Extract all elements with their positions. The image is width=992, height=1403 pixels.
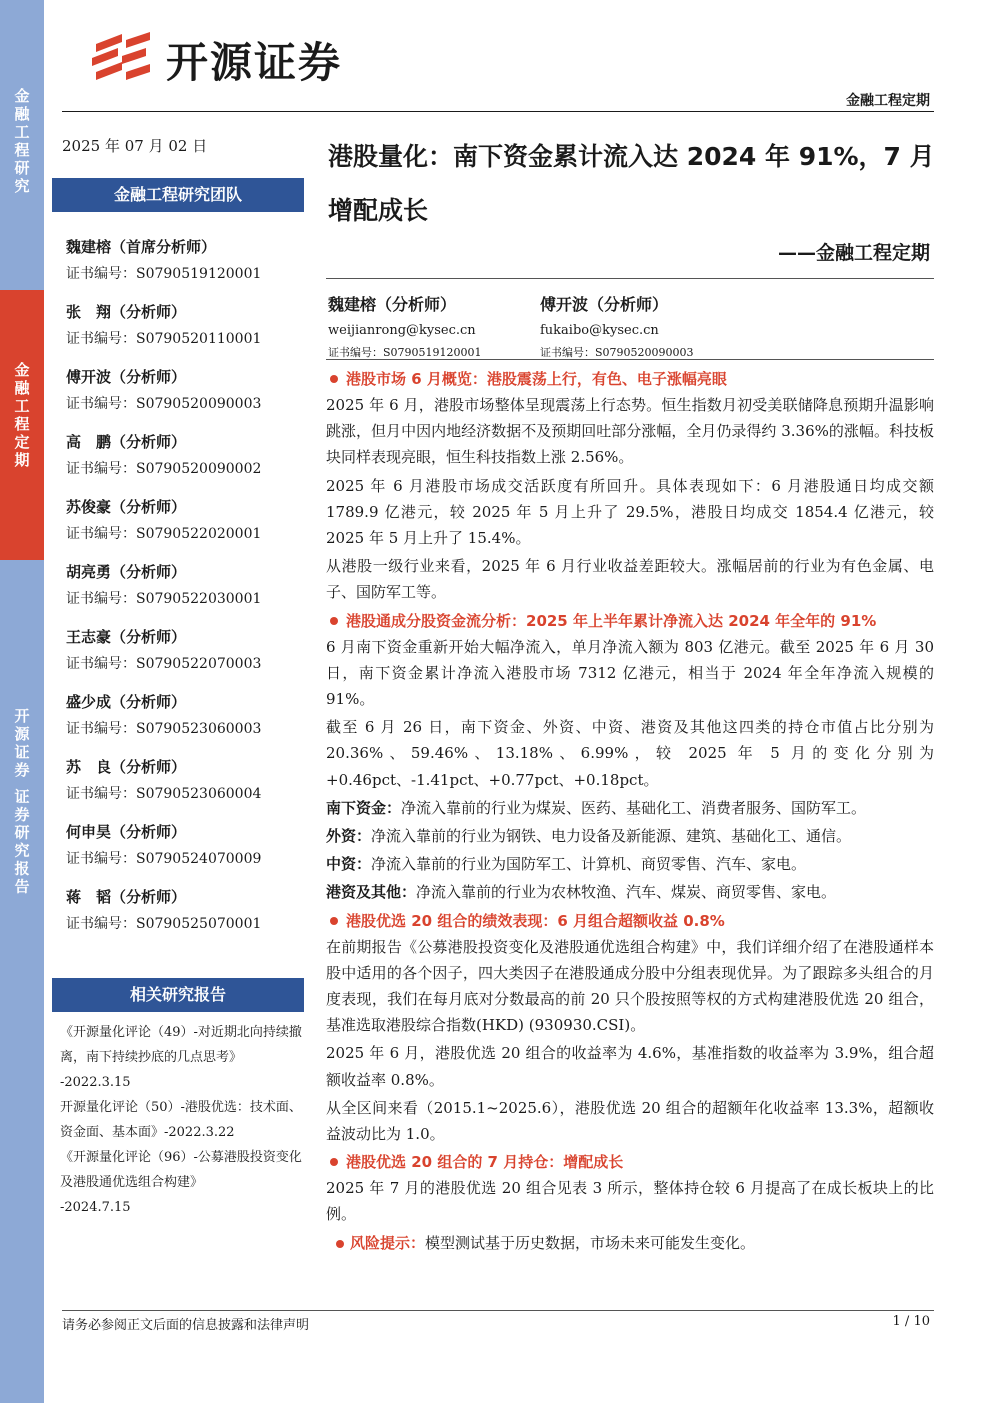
analyst-item: 苏俊豪（分析师） 证书编号：S0790522020001	[66, 498, 262, 542]
related-report-link[interactable]: 开源量化评论（50）-港股优选：技术面、资金面、基本面》-2022.3.22	[60, 1100, 302, 1140]
analyst-item: 苏 良（分析师） 证书编号：S0790523060004	[66, 758, 262, 802]
analyst-item: 张 翔（分析师） 证书编号：S0790520110001	[66, 303, 262, 347]
flow-line: 港资及其他：净流入靠前的行业为农林牧渔、汽车、煤炭、商贸零售、家电。	[326, 883, 837, 902]
paragraph: 从全区间来看（2015.1~2025.6），港股优选 20 组合的超额年化收益率 13.3%，超额收益波动比为 1.0。	[326, 1098, 934, 1144]
logo-text: 开源证券	[166, 38, 343, 87]
side-strip	[0, 0, 44, 1403]
author-email[interactable]: weijianrong@kysec.cn	[328, 323, 476, 338]
section-heading: 港股市场 6 月概览：港股震荡上行，有色、电子涨幅亮眼	[326, 366, 934, 392]
report-date: 2025 年 07 月 02 日	[62, 137, 208, 155]
paragraph: 从港股一级行业来看，2025 年 6 月行业收益差距较大。涨幅居前的行业为有色金属、电子、国防军工等。	[326, 557, 934, 602]
paragraph: 在前期报告《公募港股投资变化及港股通优选组合构建》中，我们详细介绍了在港股通样本股中适用的各个因子，四大类因子在港股通成分股中分组表现优异。为了跟踪多头组合的月度表现，我们在每月底对分数最高的前 20 只个股按照等权的方式构建港股优选 20 组合，基准选取港股综合指数(HKD) (930930.CSI)。	[326, 937, 934, 1035]
risk-note: 风险提示：模型测试基于历史数据，市场未来可能发生变化。	[326, 1230, 934, 1256]
bullet-icon	[330, 917, 338, 925]
analyst-item: 王志豪（分析师） 证书编号：S0790522070003	[66, 628, 262, 672]
paragraph: 2025 年 6 月港股市场成交活跃度有所回升。具体表现如下：6 月港股通日均成交额 1789.9 亿港元，较 2025 年 5 月上升了 29.5%，港股日均成交 1854.4 亿港元，较 2025 年 5 月上升了 15.4%。	[326, 476, 934, 548]
bullet-icon	[330, 375, 338, 383]
page-number: 1 / 10	[892, 1314, 930, 1329]
paragraph: 6 月南下资金重新开始大幅净流入，单月净流入额为 803 亿港元。截至 2025 年 6 月 30 日，南下资金累计净流入港股市场 7312 亿港元，相当于 2024 年全年净流入规模的 91%。	[326, 637, 934, 709]
author-block: 傅开波（分析师） fukaibo@kysec.cn 证书编号：S0790520090003	[540, 295, 694, 359]
section-heading: 港股优选 20 组合的绩效表现：6 月组合超额收益 0.8%	[326, 908, 934, 934]
analyst-item: 何申昊（分析师） 证书编号：S0790524070009	[66, 823, 262, 867]
flow-line: 外资：净流入靠前的行业为钢铁、电力设备及新能源、建筑、基础化工、通信。	[326, 827, 852, 846]
report-body	[326, 366, 934, 1258]
author-email[interactable]: fukaibo@kysec.cn	[540, 323, 659, 338]
flow-line: 南下资金：净流入靠前的行业为煤炭、医药、基础化工、消费者服务、国防军工。	[326, 798, 867, 817]
paragraph: 截至 6 月 26 日，南下资金、外资、中资、港资及其他这四类的持仓市值占比分别为 20.36%、59.46%、13.18%、6.99%，较 2025 年 5 月的变化分别为+0.46pct、-1.41pct、+0.77pct、+0.18pct。	[326, 718, 934, 789]
author-block: 魏建榕（分析师） weijianrong@kysec.cn 证书编号：S0790519120001	[328, 295, 482, 359]
author-divider	[326, 359, 934, 360]
paragraph: 2025 年 7 月的港股优选 20 组合见表 3 所示，整体持仓较 6 月提高了在成长板块上的比例。	[326, 1179, 934, 1224]
title-divider	[326, 278, 934, 279]
report-subtitle: ——金融工程定期	[777, 242, 930, 264]
bullet-icon	[330, 1158, 338, 1166]
related-report-link[interactable]: 《开源量化评论（96）-公募港股投资变化及港股通优选组合构建》	[60, 1150, 302, 1190]
team-heading: 金融工程研究团队	[52, 178, 304, 212]
bullet-icon	[336, 1240, 344, 1248]
report-title: 港股量化：南下资金累计流入达 2024 年 91%，7 月增配成长	[328, 142, 935, 225]
footer-divider	[62, 1310, 934, 1311]
related-report-date: -2022.3.15	[60, 1075, 131, 1090]
bullet-icon	[330, 617, 338, 625]
related-report-link[interactable]: 《开源量化评论（49）-对近期北向持续撤离，南下持续抄底的几点思考》	[60, 1025, 302, 1065]
related-reports-list	[60, 1020, 308, 1220]
side-label-periodic: 金融工程定期	[0, 290, 44, 560]
side-label-company: 开源证券 证券研究报告	[0, 560, 44, 1403]
analyst-item: 魏建榕（首席分析师） 证书编号：S0790519120001	[66, 238, 262, 282]
side-label-research: 金融工程研究	[0, 0, 44, 290]
analyst-item: 胡亮勇（分析师） 证书编号：S0790522030001	[66, 563, 262, 607]
related-reports-heading: 相关研究报告	[52, 978, 304, 1012]
section-heading: 港股优选 20 组合的 7 月持仓：增配成长	[326, 1149, 934, 1175]
section-heading: 港股通成分股资金流分析：2025 年上半年累计净流入达 2024 年全年的 91%	[326, 608, 934, 634]
analyst-item: 盛少成（分析师） 证书编号：S0790523060003	[66, 693, 262, 737]
footer-disclaimer: 请务必参阅正文后面的信息披露和法律声明	[62, 1318, 310, 1333]
company-logo	[88, 30, 342, 90]
analyst-item: 蒋 韬（分析师） 证书编号：S0790525070001	[66, 888, 262, 932]
paragraph: 2025 年 6 月，港股市场整体呈现震荡上行态势。恒生指数月初受美联储降息预期升温影响跳涨，但月中因内地经济数据不及预期回吐部分涨幅，全月仍录得约 3.36%的涨幅。科技板块同样表现亮眼，恒生科技指数上涨 2.56%。	[326, 396, 934, 467]
flow-line: 中资：净流入靠前的行业为国防军工、计算机、商贸零售、汽车、家电。	[326, 855, 807, 874]
paragraph: 2025 年 6 月，港股优选 20 组合的收益率为 4.6%，基准指数的收益率为 3.9%，组合超额收益率 0.8%。	[326, 1044, 934, 1089]
header-divider	[62, 111, 934, 112]
related-report-date: -2024.7.15	[60, 1200, 131, 1215]
analyst-item: 高 鹏（分析师） 证书编号：S0790520090002	[66, 433, 262, 477]
logo-mark-icon	[88, 30, 158, 90]
report-type-label: 金融工程定期	[846, 93, 930, 109]
analyst-item: 傅开波（分析师） 证书编号：S0790520090003	[66, 368, 262, 412]
